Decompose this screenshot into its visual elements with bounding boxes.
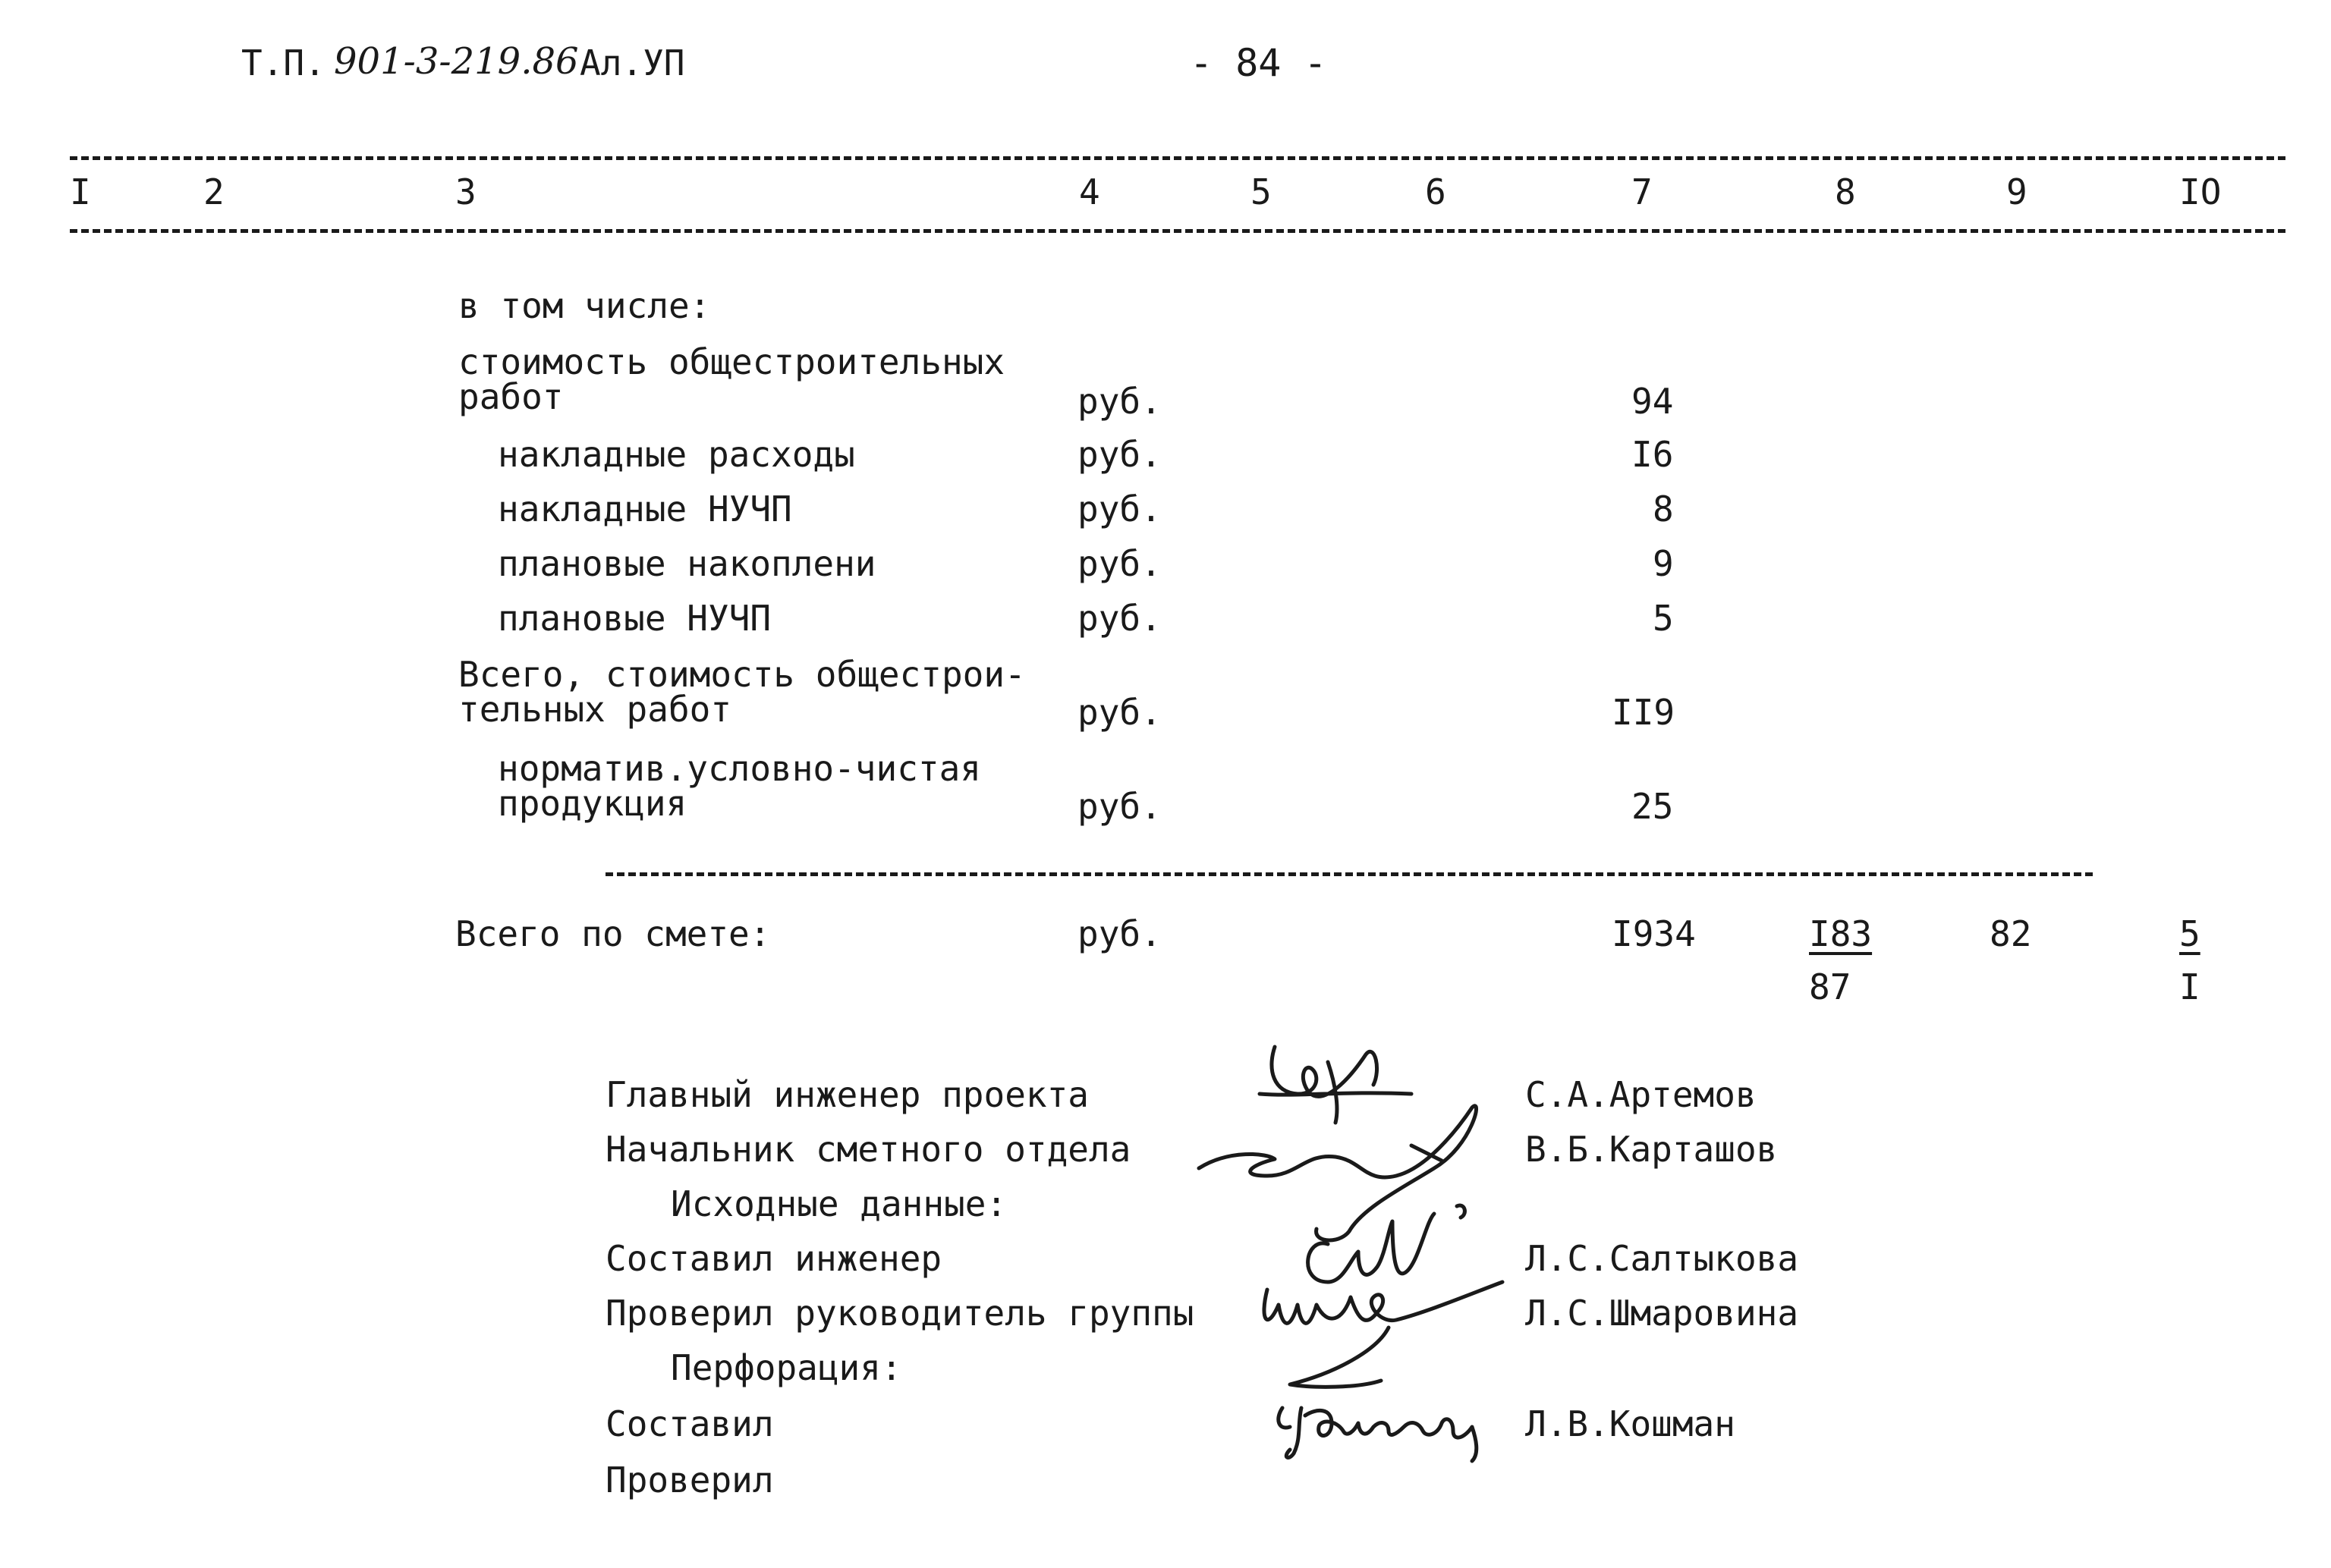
- section-perforation: Перфорация:: [671, 1347, 902, 1388]
- col-header-1: I: [70, 171, 91, 212]
- subtotal-rule: [606, 872, 2093, 876]
- header-rule-bottom: [70, 229, 2285, 233]
- row-name: плановые НУЧП: [498, 598, 772, 639]
- row-unit: руб.: [1077, 598, 1162, 639]
- header-rule-top: [70, 156, 2285, 160]
- row-unit: руб.: [1077, 692, 1162, 733]
- row-unit: руб.: [1077, 543, 1162, 584]
- col-header-8: 8: [1835, 171, 1856, 212]
- role-checked-group-lead: Проверил руководитель группы: [606, 1293, 1194, 1334]
- row-value-col7: I6: [1631, 434, 1674, 475]
- row-name: накладные НУЧП: [498, 489, 792, 529]
- row-value-col7: 94: [1631, 381, 1674, 422]
- row-name: норматив.условно-чистая продукция: [498, 748, 981, 824]
- col-header-4: 4: [1079, 171, 1100, 212]
- name-kartashov: В.Б.Карташов: [1525, 1129, 1778, 1170]
- role-checked: Проверил: [606, 1460, 774, 1500]
- row-name: стоимость общестроительных работ: [458, 341, 1005, 417]
- col-header-5: 5: [1250, 171, 1272, 212]
- subheading: в том числе:: [458, 285, 711, 326]
- name-koshman: Л.В.Кошман: [1525, 1403, 1735, 1444]
- col-header-6: 6: [1425, 171, 1446, 212]
- col-header-2: 2: [203, 171, 225, 212]
- row-value-col7: 25: [1631, 786, 1674, 827]
- row-unit: руб.: [1077, 381, 1162, 422]
- total-col8-top: I83: [1809, 913, 1873, 954]
- row-value-col7: 5: [1653, 598, 1674, 639]
- total-label: Всего по смете:: [455, 913, 771, 954]
- total-col10-top: 5: [2179, 913, 2200, 954]
- row-value-col7: 9: [1653, 543, 1674, 584]
- row-name: Всего, стоимость общестрои- тельных работ: [458, 654, 1026, 730]
- project-number-handwritten: 901-3-219.86: [334, 40, 579, 83]
- doc-code-prefix: Т.П.: [241, 42, 326, 83]
- signature-koshman: [1260, 1385, 1518, 1476]
- name-shmarovina: Л.С.Шмаровина: [1525, 1293, 1799, 1334]
- col-header-3: 3: [455, 171, 477, 212]
- row-unit: руб.: [1077, 434, 1162, 475]
- total-col8-bottom: 87: [1809, 966, 1851, 1007]
- row-name: накладные расходы: [498, 434, 855, 475]
- col-header-10: IO: [2179, 171, 2222, 212]
- row-unit: руб.: [1077, 786, 1162, 827]
- col-header-9: 9: [2006, 171, 2027, 212]
- album-label: Ал.УП: [580, 42, 685, 83]
- row-unit: руб.: [1077, 489, 1162, 529]
- total-col9: 82: [1990, 913, 2032, 954]
- row-name: плановые накоплени: [498, 543, 876, 584]
- col-header-7: 7: [1631, 171, 1653, 212]
- page-number: - 84 -: [1190, 41, 1327, 85]
- total-unit: руб.: [1077, 913, 1162, 954]
- role-compiled-engineer: Составил инженер: [606, 1238, 942, 1279]
- role-compiled: Составил: [606, 1403, 774, 1444]
- role-head-estimate-dept: Начальник сметного отдела: [606, 1129, 1131, 1170]
- role-chief-engineer: Главный инженер проекта: [606, 1074, 1089, 1115]
- name-artemov: С.А.Артемов: [1525, 1074, 1757, 1115]
- total-col10-bottom: I: [2179, 966, 2200, 1007]
- row-value-col7: II9: [1612, 692, 1675, 733]
- total-col7: I934: [1612, 913, 1696, 954]
- section-source-data: Исходные данные:: [671, 1183, 1008, 1224]
- name-saltykova: Л.С.Салтыкова: [1525, 1238, 1799, 1279]
- row-value-col7: 8: [1653, 489, 1674, 529]
